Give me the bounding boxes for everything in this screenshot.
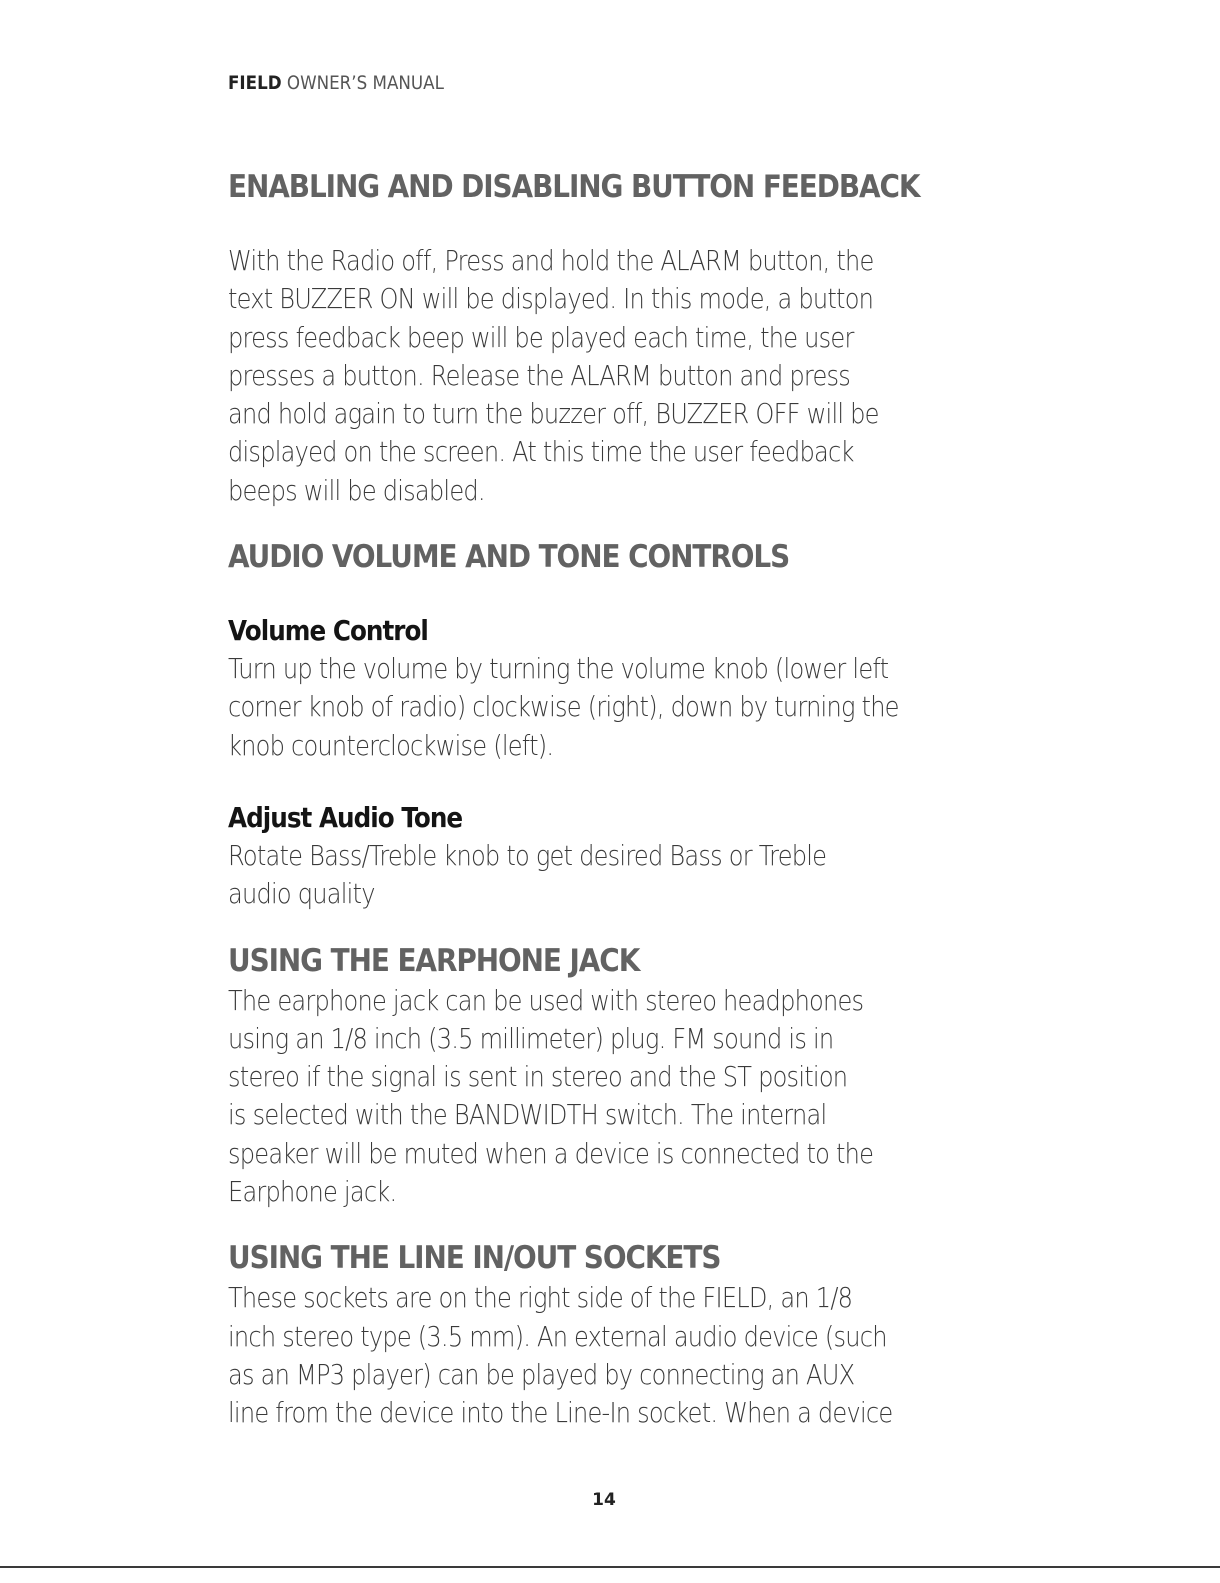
- page-content: [228, 166, 988, 1433]
- header-title: OWNER’S MANUAL: [286, 72, 444, 94]
- page-number: 14: [592, 1490, 616, 1510]
- section-title-audio-controls: AUDIO VOLUME AND TONE CONTROLS: [228, 539, 790, 576]
- subsection-title-audio-tone: Adjust Audio Tone: [228, 800, 463, 834]
- section-title-line-sockets: USING THE LINE IN/OUT SOCKETS: [228, 1240, 721, 1277]
- section-body-line-sockets: These sockets are on the right side of the FIELD, an 1/8 inch stereo type (3.5 mm). An external audio device (such as an MP3 player) can be played by connecting an AUX line from the device into the Line-In socket. When a device: [228, 1281, 893, 1430]
- subsection-body-volume-control: Turn up the volume by turning the volume knob (lower left corner knob of radio) clockwise (right), down by turning the knob counterclockwise (left).: [228, 652, 899, 762]
- bottom-divider: [0, 1566, 1220, 1568]
- section-title-earphone-jack: USING THE EARPHONE JACK: [228, 942, 640, 979]
- header-brand: FIELD: [228, 72, 282, 94]
- subsection-body-audio-tone: Rotate Bass/Treble knob to get desired Bass or Treble audio quality: [228, 838, 827, 911]
- section-body-earphone-jack: The earphone jack can be used with stereo headphones using an 1/8 inch (3.5 millimeter) plug. FM sound is in stereo if the signal is sent in stereo and the ST position is selected with the BANDWIDTH switch. The internal speaker will be muted when a device is connected to the Earphone jack.: [228, 983, 874, 1209]
- section-body-button-feedback: With the Radio off, Press and hold the ALARM button, the text BUZZER ON will be displayed. In this mode, a button press feedback beep will be played each time, the user presses a button. Release the ALARM button and press and hold again to turn the buzzer off, BUZZER OFF will be displayed on the screen. At this time the user feedback beeps will be disabled.: [228, 244, 879, 507]
- running-header: [228, 72, 444, 94]
- section-title-button-feedback: ENABLING AND DISABLING BUTTON FEEDBACK: [228, 169, 920, 205]
- subsection-title-volume-control: Volume Control: [228, 614, 428, 648]
